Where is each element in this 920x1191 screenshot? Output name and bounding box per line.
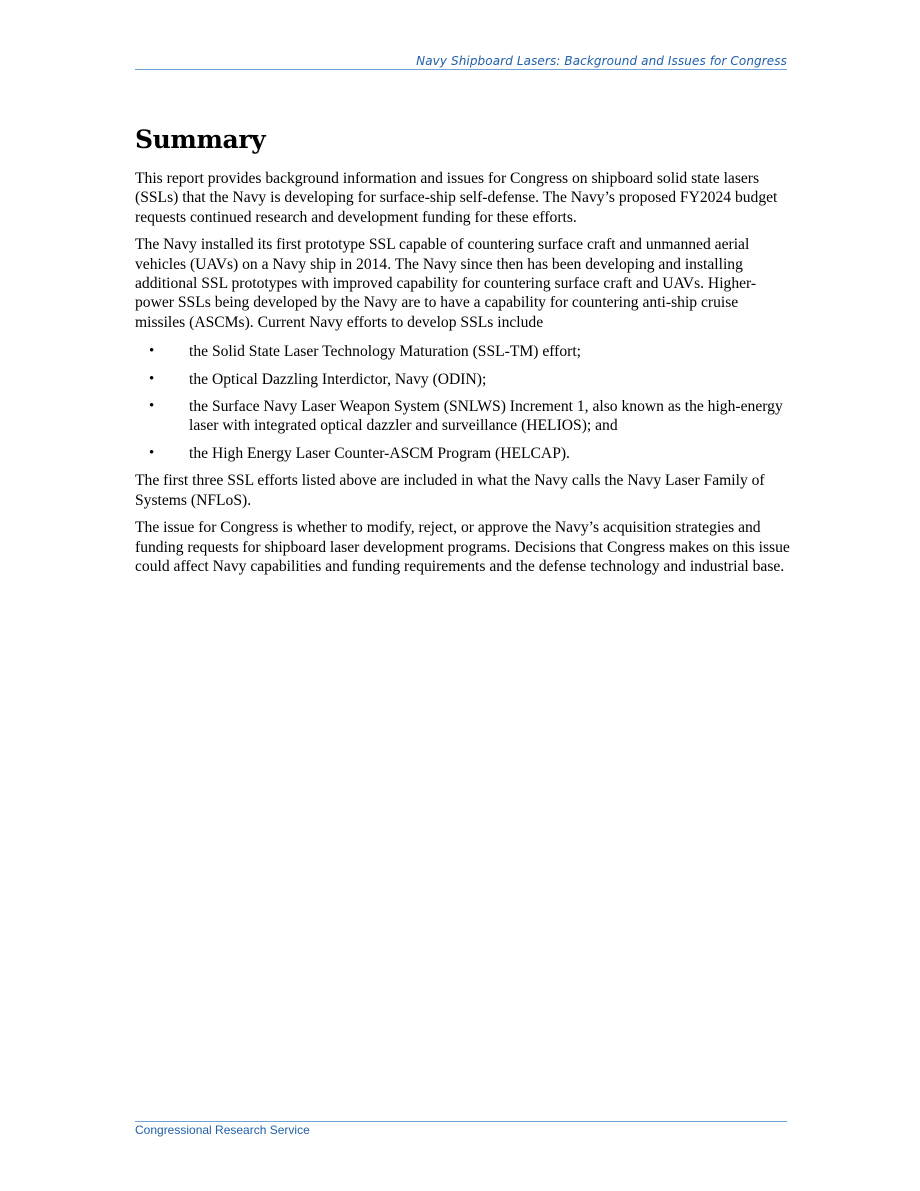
list-item <box>135 342 790 361</box>
ssl-efforts-list <box>135 342 790 463</box>
summary-paragraph-2: The Navy installed its first prototype SSL capable of countering surface craft and unmanned aerial vehicles (UAVs) on a Navy ship in 2014. The Navy since then has been developing and installing additional SSL prototypes with improved capability for countering surface craft and UAVs. Higher-power SSLs being developed by the Navy are to have a capability for countering anti-ship cruise missiles (ASCMs). Current Navy efforts to develop SSLs include <box>135 236 757 331</box>
summary-paragraph-1: This report provides background information and issues for Congress on shipboard solid state lasers (SSLs) that the Navy is developing for surface-ship self-defense. The Navy’s proposed FY2024 budget requests continued research and development funding for these efforts. <box>135 170 778 226</box>
list-item <box>135 444 790 463</box>
list-item <box>135 370 790 389</box>
bullet-icon: • <box>149 444 155 461</box>
bullet-icon: • <box>149 370 155 387</box>
summary-section <box>135 123 790 584</box>
list-item-text: the Solid State Laser Technology Maturation (SSL-TM) effort; <box>189 343 581 361</box>
bullet-icon: • <box>149 343 155 360</box>
running-header-title: Navy Shipboard Lasers: Background and Issues for Congress <box>416 54 787 68</box>
footer-organization: Congressional Research Service <box>135 1123 310 1137</box>
summary-paragraph-3: The first three SSL efforts listed above are included in what the Navy calls the Navy Laser Family of Systems (NFLoS). <box>135 472 765 509</box>
header-divider <box>135 69 787 70</box>
summary-heading: Summary <box>135 125 266 154</box>
footer-divider <box>135 1121 787 1122</box>
list-item <box>135 397 790 436</box>
bullet-icon: • <box>149 398 155 415</box>
list-item-text: the Surface Navy Laser Weapon System (SNLWS) Increment 1, also known as the high-energy laser with integrated optical dazzler and surveillance (HELIOS); and <box>189 398 783 435</box>
list-item-text: the Optical Dazzling Interdictor, Navy (ODIN); <box>189 370 487 388</box>
list-item-text: the High Energy Laser Counter-ASCM Program (HELCAP). <box>189 444 570 462</box>
summary-paragraph-4: The issue for Congress is whether to modify, reject, or approve the Navy’s acquisition strategies and funding requests for shipboard laser development programs. Decisions that Congress makes on this issue could affect Navy capabilities and funding requirements and the defense technology and industrial base. <box>135 519 790 575</box>
